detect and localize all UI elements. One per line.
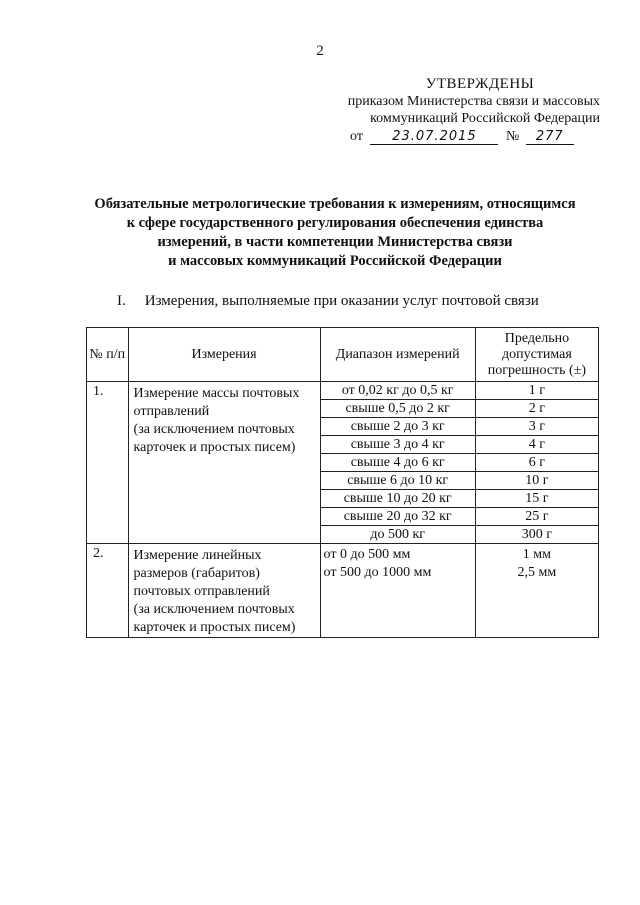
row-number: 2. [87,544,129,638]
table-header-row [87,328,599,382]
section-number: I. [117,293,126,309]
description-line: отправлений [133,404,210,419]
error-cell [475,544,598,638]
description-line: карточек и простых писем) [133,440,296,455]
table-row [87,544,599,638]
error-cell [475,382,598,544]
error-value: 300 г [521,527,553,542]
range-cell [320,382,475,544]
range-value: свыше 0,5 до 2 кг [321,400,475,418]
error-value: 25 г [476,508,598,526]
row-description [128,544,320,638]
description-line: Измерение массы почтовых [133,386,300,401]
title-line: измерений, в части компетенции Министерства связи [157,234,513,250]
error-value: 3 г [476,418,598,436]
date-prefix: от [350,129,363,144]
error-value: 2 г [476,400,598,418]
range-value: свыше 4 до 6 кг [321,454,475,472]
approval-block [300,76,600,145]
range-value: свыше 6 до 10 кг [321,472,475,490]
error-value: 10 г [476,472,598,490]
table-row [87,382,599,544]
range-value: от 500 до 1000 мм [323,565,432,580]
error-value: 1 мм [522,547,552,562]
row-number: 1. [87,382,129,544]
description-line: размеров (габаритов) [133,566,260,581]
description-line: (за исключением почтовых [133,422,295,437]
description-line: (за исключением почтовых [133,602,295,617]
error-value: 4 г [476,436,598,454]
header-error: Предельно допустимая погрешность (±) [475,328,598,382]
approval-date-line [300,128,600,145]
description-line: карточек и простых писем) [133,620,296,635]
approval-line-1: приказом Министерства связи и массовых [347,94,600,109]
range-value: от 0 до 500 мм [323,547,411,562]
approval-heading: УТВЕРЖДЕНЫ [425,76,535,92]
title-line: к сфере государственного регулирования обеспечения единства [126,215,544,231]
range-value: свыше 20 до 32 кг [321,508,475,526]
description-line: почтовых отправлений [133,584,270,599]
error-value: 15 г [476,490,598,508]
handwritten-date: 23.07.2015 [370,130,498,145]
range-value: свыше 3 до 4 кг [321,436,475,454]
range-value: от 0,02 кг до 0,5 кг [321,382,475,400]
error-value: 6 г [476,454,598,472]
error-value: 2,5 мм [517,565,557,580]
range-value: до 500 кг [370,527,425,542]
row-description [128,382,320,544]
page-number: 2 [316,43,324,59]
document-title [70,195,600,271]
range-value: свыше 10 до 20 кг [321,490,475,508]
number-prefix: № [505,129,520,144]
header-range: Диапазон измерений [320,328,475,382]
section-title: Измерения, выполняемые при оказании услуг почтовой связи [144,293,539,309]
title-line: Обязательные метрологические требования к измерениям, относящимся [94,196,576,212]
range-cell [320,544,475,638]
approval-line-2: коммуникаций Российской Федерации [370,111,600,126]
error-value: 1 г [476,382,598,400]
requirements-table [86,327,599,638]
section-heading [117,293,539,310]
range-value: свыше 2 до 3 кг [321,418,475,436]
description-line: Измерение линейных [133,548,262,563]
header-measurement: Измерения [128,328,320,382]
header-num: № п/п [87,328,129,382]
title-line: и массовых коммуникаций Российской Федерации [168,253,502,269]
handwritten-order-number: 277 [526,130,574,145]
